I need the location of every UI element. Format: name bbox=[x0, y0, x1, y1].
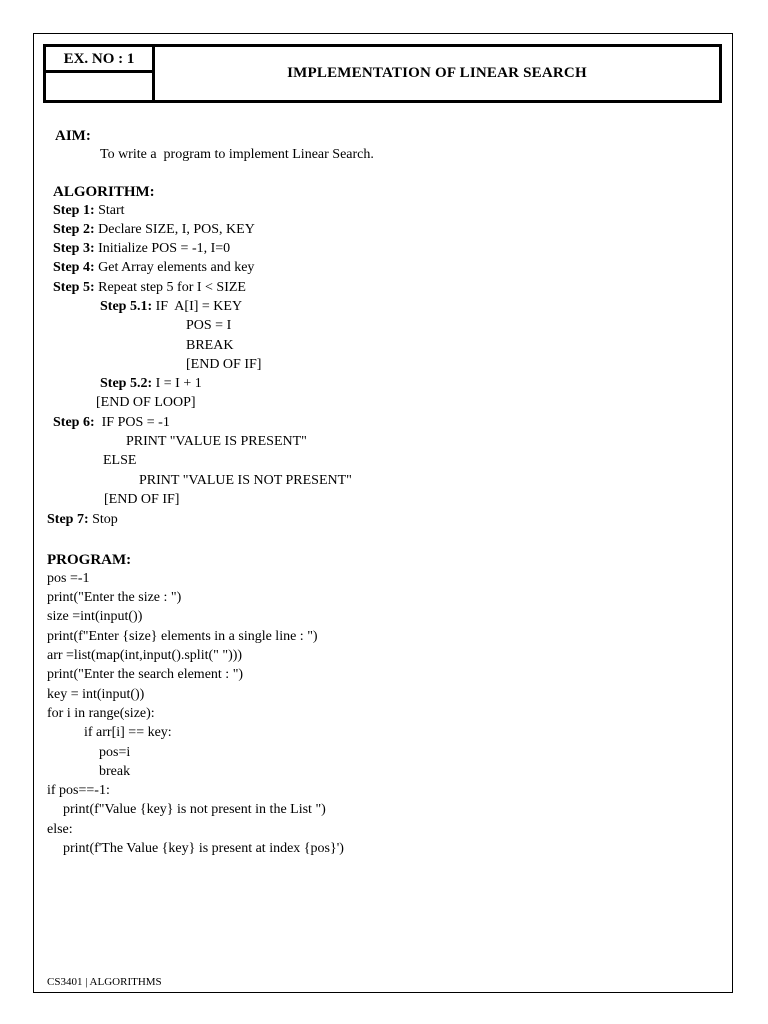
code-line: print("Enter the search element : ") bbox=[47, 667, 244, 682]
algorithm-step-4 bbox=[53, 259, 254, 277]
algorithm-step-6 bbox=[53, 414, 170, 432]
step-text: Start bbox=[94, 203, 125, 218]
code-line: print(f"Value {key} is not present in the List ") bbox=[63, 802, 326, 817]
code-line: print(f"Enter {size} elements in a single line : ") bbox=[47, 629, 318, 644]
step-text: Stop bbox=[88, 512, 118, 527]
step-label: Step 7: bbox=[47, 512, 89, 527]
aim-text: To write a program to implement Linear Search. bbox=[100, 147, 374, 162]
step-label: Step 2: bbox=[53, 222, 95, 237]
algorithm-step-5-1 bbox=[100, 298, 242, 316]
algorithm-step-7 bbox=[47, 511, 118, 529]
step-text: Declare SIZE, I, POS, KEY bbox=[94, 222, 255, 237]
code-line: pos =-1 bbox=[47, 571, 90, 586]
algorithm-step-1 bbox=[53, 202, 125, 220]
algorithm-line: [END OF IF] bbox=[186, 357, 262, 372]
step-label: Step 5.2: bbox=[100, 376, 153, 391]
step-text: I = I + 1 bbox=[152, 376, 202, 391]
exercise-number: EX. NO : 1 bbox=[46, 47, 152, 73]
algorithm-line: BREAK bbox=[186, 338, 234, 353]
algorithm-line: PRINT "VALUE IS NOT PRESENT" bbox=[139, 473, 352, 488]
header-left-column bbox=[46, 47, 155, 100]
header-table bbox=[43, 44, 722, 103]
code-line: else: bbox=[47, 822, 73, 837]
algorithm-line: POS = I bbox=[186, 318, 232, 333]
algorithm-line: PRINT "VALUE IS PRESENT" bbox=[126, 434, 307, 449]
code-line: for i in range(size): bbox=[47, 706, 155, 721]
step-label: Step 5.1: bbox=[100, 299, 153, 314]
algorithm-heading: ALGORITHM: bbox=[53, 184, 155, 200]
page-title: IMPLEMENTATION OF LINEAR SEARCH bbox=[287, 65, 587, 81]
step-label: Step 3: bbox=[53, 241, 95, 256]
page-footer: CS3401 | ALGORITHMS bbox=[47, 976, 162, 988]
algorithm-step-5 bbox=[53, 279, 246, 297]
algorithm-line: [END OF IF] bbox=[104, 492, 180, 507]
program-heading: PROGRAM: bbox=[47, 552, 132, 568]
code-line: arr =list(map(int,input().split(" "))) bbox=[47, 648, 243, 663]
code-line: if pos==-1: bbox=[47, 783, 110, 798]
step-label: Step 1: bbox=[53, 203, 95, 218]
code-line: print(f'The Value {key} is present at index {pos}') bbox=[63, 841, 344, 856]
algorithm-step-2 bbox=[53, 221, 255, 239]
algorithm-line: [END OF LOOP] bbox=[96, 395, 196, 410]
step-text: IF A[I] = KEY bbox=[152, 299, 243, 314]
algorithm-step-5-2 bbox=[100, 375, 202, 393]
step-text: Get Array elements and key bbox=[94, 260, 255, 275]
code-line: size =int(input()) bbox=[47, 609, 143, 624]
step-text: Repeat step 5 for I < SIZE bbox=[94, 280, 246, 295]
step-text: Initialize POS = -1, I=0 bbox=[94, 241, 231, 256]
code-line: pos=i bbox=[99, 745, 131, 760]
code-line: key = int(input()) bbox=[47, 687, 145, 702]
step-text: IF POS = -1 bbox=[94, 415, 170, 430]
aim-heading: AIM: bbox=[55, 128, 91, 144]
code-line: break bbox=[99, 764, 131, 779]
step-label: Step 6: bbox=[53, 415, 95, 430]
step-label: Step 5: bbox=[53, 280, 95, 295]
algorithm-line: ELSE bbox=[103, 453, 137, 468]
code-line: if arr[i] == key: bbox=[84, 725, 172, 740]
code-line: print("Enter the size : ") bbox=[47, 590, 182, 605]
step-label: Step 4: bbox=[53, 260, 95, 275]
algorithm-step-3 bbox=[53, 240, 230, 258]
